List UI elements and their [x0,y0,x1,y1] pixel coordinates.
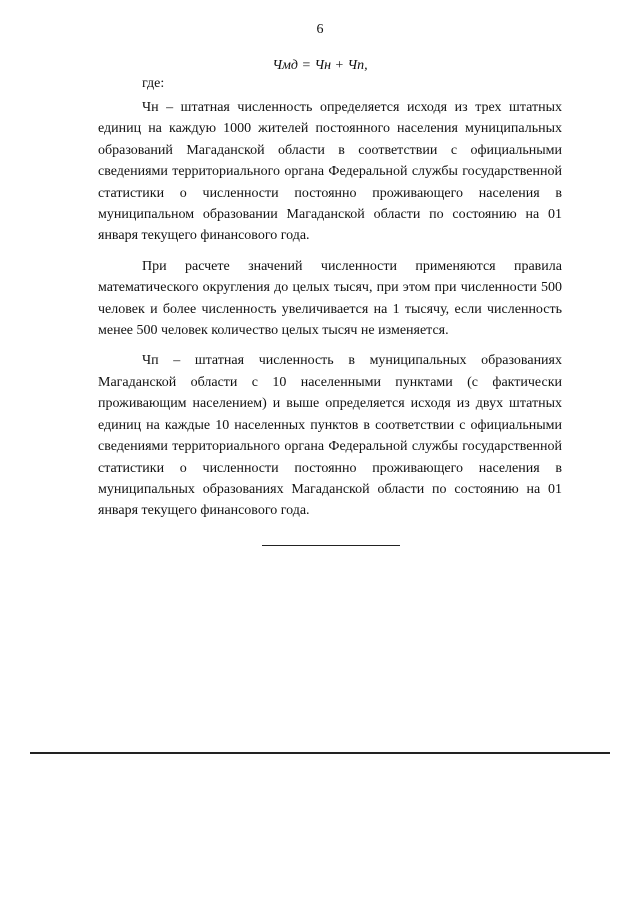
formula: Чмд = Чн + Чп, [272,58,368,73]
separator-line [262,545,400,546]
bottom-rule [30,752,610,754]
page-number: 6 [316,22,324,37]
paragraph-chn: Чн – штатная численность определяется исходя из трех штатных единиц на каждую 1000 жителей постоянного населения муниципальных образований Магаданской области в соответствии с официальными сведениями территориального органа Федеральной службы государственной статистики о численности постоянно проживающего населения в муниципальном образовании Магаданской области по состоянию на 01 января текущего финансового года. [98,100,562,244]
paragraph-rounding: При расчете значений численности применяются правила математического округления до целых тысяч, при этом при численности 500 человек и более численность увеличивается на 1 тысячу, если численность менее 500 человек количество целых тысяч не изменяется. [98,258,562,339]
body-text [98,97,562,522]
where-label: где: [142,76,165,91]
paragraph-chp: Чп – штатная численность в муниципальных образованиях Магаданской области с 10 населенными пунктами (с фактически проживающим населением) и выше определяется исходя из двух штатных единиц на каждые 10 населенных пунктов в соответствии с официальными сведениями территориального органа Федеральной службы государственной статистики о численности постоянно проживающего населения в муниципальных образованиях Магаданской области по состоянию на 01 января текущего финансового года. [98,353,562,519]
